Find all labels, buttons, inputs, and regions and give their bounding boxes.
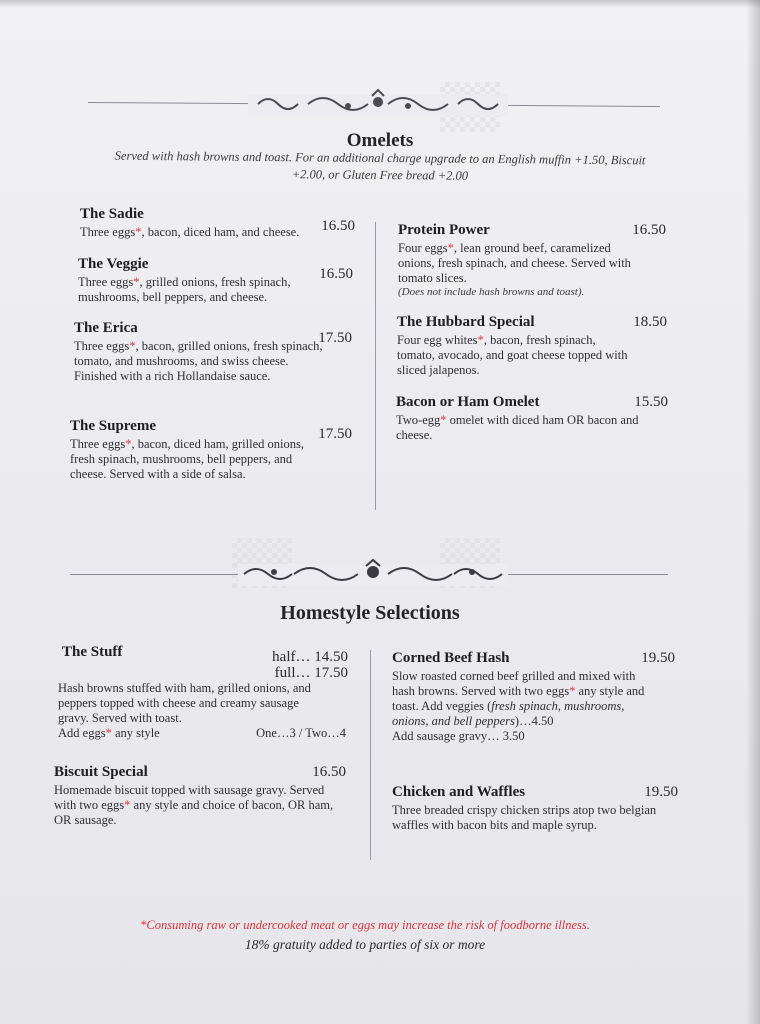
omelets-intro xyxy=(40,147,720,187)
column-divider xyxy=(375,222,376,510)
item-name: The Supreme xyxy=(70,418,156,434)
add-eggs-price: One…3 / Two…4 xyxy=(256,726,346,740)
menu-item-hubbard-special xyxy=(397,314,667,378)
menu-item-veggie xyxy=(78,256,353,305)
item-price: 17.50 xyxy=(318,330,352,346)
page-shadow-right xyxy=(746,0,760,1024)
intro-line: +2.00, or Gluten Free bread +2.00 xyxy=(291,167,469,183)
item-name: The Stuff xyxy=(62,644,123,660)
item-price: 16.50 xyxy=(319,266,353,282)
item-price-full: full… 17.50 xyxy=(274,665,348,681)
gratuity-note: 18% gratuity added to parties of six or more xyxy=(244,937,486,952)
item-price: 15.50 xyxy=(634,394,668,410)
food-safety-warning: *Consuming raw or undercooked meat or eggs may increase the risk of foodborne illness. xyxy=(140,918,590,932)
item-name: The Erica xyxy=(74,320,138,336)
add-eggs-line: Add eggs* any style One…3 / Two…4 xyxy=(58,726,346,740)
item-name: Corned Beef Hash xyxy=(392,650,510,666)
item-price: 17.50 xyxy=(318,426,352,442)
item-description: Homemade biscuit topped with sausage gravy. Served with two eggs* any style and choice of bacon, OR ham, OR sausage. xyxy=(54,783,334,827)
item-note: (Does not include hash browns and toast). xyxy=(398,286,585,298)
item-price: 16.50 xyxy=(312,764,346,780)
item-description: Four eggs*, lean ground beef, caramelized onions, fresh spinach, and cheese. Served with tomato slices. xyxy=(398,241,631,285)
add-gravy-line: Add sausage gravy… 3.50 xyxy=(392,729,525,743)
menu-item-sadie xyxy=(80,206,355,240)
item-name: The Hubbard Special xyxy=(397,314,535,330)
ornament-divider-top xyxy=(88,84,660,124)
item-name: Chicken and Waffles xyxy=(392,784,526,800)
page-shadow-top xyxy=(0,0,760,8)
menu-item-the-stuff xyxy=(58,644,350,741)
item-description: Slow roasted corned beef grilled and mixed with hash browns. Served with two eggs* any style and toast. Add veggies (fresh spinach, mushrooms, onions, and bell peppers)…4.50 xyxy=(392,669,645,728)
item-description: Three eggs*, bacon, diced ham, and cheese. xyxy=(80,225,300,239)
item-name: Biscuit Special xyxy=(54,764,148,780)
menu-item-bacon-ham-omelet xyxy=(396,394,668,443)
item-price: 19.50 xyxy=(641,650,675,666)
menu-item-protein-power xyxy=(398,222,666,298)
item-price: 18.50 xyxy=(633,314,667,330)
menu-item-biscuit-special xyxy=(54,764,346,828)
item-description: Three eggs*, grilled onions, fresh spinach, mushrooms, bell peppers, and cheese. xyxy=(78,275,291,304)
item-description: Three eggs*, bacon, grilled onions, fresh spinach, tomato, and mushrooms, and swiss cheese. Finished with a rich Hollandaise sauce. xyxy=(74,339,323,383)
item-description: Four egg whites*, bacon, fresh spinach, tomato, avocado, and goat cheese topped with sliced jalapenos. xyxy=(397,333,628,377)
item-price: 19.50 xyxy=(644,784,678,800)
item-price: 16.50 xyxy=(632,222,666,238)
column-divider xyxy=(370,650,371,860)
item-description: Two-egg* omelet with diced ham OR bacon and cheese. xyxy=(396,413,639,442)
item-name: Bacon or Ham Omelet xyxy=(396,394,540,410)
item-name: Protein Power xyxy=(398,222,490,238)
flourish-icon xyxy=(248,88,508,120)
item-name: The Sadie xyxy=(80,206,144,222)
item-price: 16.50 xyxy=(321,218,355,234)
flourish-icon xyxy=(238,558,508,590)
intro-line: Served with hash browns and toast. For an additional charge upgrade to an English muffin +1.50, Biscuit xyxy=(114,148,646,168)
menu-item-chicken-waffles xyxy=(392,784,678,833)
ornament-divider-middle xyxy=(70,554,668,594)
menu-item-supreme xyxy=(70,418,352,482)
menu-item-erica xyxy=(74,320,352,384)
item-price-half: half… 14.50 xyxy=(272,649,348,665)
item-name: The Veggie xyxy=(78,256,149,272)
section-title-omelets: Omelets xyxy=(346,130,414,151)
menu-item-corned-beef-hash xyxy=(392,650,675,744)
section-title-homestyle: Homestyle Selections xyxy=(280,602,460,624)
item-description: Hash browns stuffed with ham, grilled onions, and peppers topped with cheese and creamy sausage gravy. Served with toast. xyxy=(58,681,311,725)
item-description: Three breaded crispy chicken strips atop two belgian waffles with bacon bits and maple syrup. xyxy=(392,803,657,832)
item-description: Three eggs*, bacon, diced ham, grilled onions, fresh spinach, mushrooms, bell peppers, and cheese. Served with a side of salsa. xyxy=(70,437,304,481)
